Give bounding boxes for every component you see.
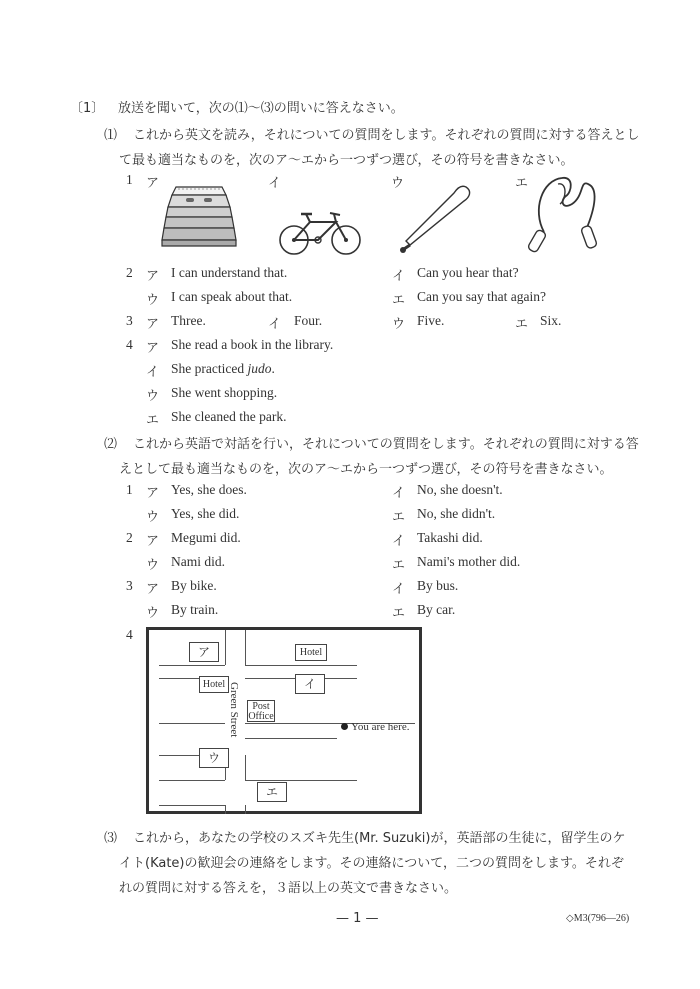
- part2-instruction-line1: これから英語で対話を行い，それについての質問をします。それぞれの質問に対する答: [133, 437, 639, 452]
- p2-q2-number: 2: [126, 530, 133, 545]
- p1-q3-choice-a: Three.: [171, 313, 206, 328]
- p2-q3-choice-i: By bus.: [417, 578, 459, 593]
- p1-q4-choice-i-post: .: [271, 361, 275, 376]
- page-number: — 1 —: [336, 911, 379, 926]
- p2-q2-choice-u: Nami did.: [171, 554, 225, 569]
- p2-q1-choice-a-label: ア: [146, 486, 160, 501]
- p1-q4-choice-i: [171, 361, 275, 377]
- p1-q4-choice-u: She went shopping.: [171, 385, 278, 400]
- p1-q2-number: 2: [126, 265, 133, 280]
- part3-instruction-line2: イト(Kate)の歓迎会の連絡をします。その連絡について，二つの質問をします。それぞ: [119, 856, 624, 871]
- p1-q1-number: 1: [126, 172, 133, 187]
- map-box-a: ア: [189, 642, 219, 662]
- map-post-office: [247, 700, 275, 722]
- p1-q4-number: 4: [126, 337, 133, 352]
- map-box-i: イ: [295, 674, 325, 694]
- p1-q3-choice-i-label: イ: [268, 317, 282, 332]
- map-box-e: エ: [257, 782, 287, 802]
- p2-q1-choice-u: Yes, she did.: [171, 506, 240, 521]
- p2-q1-number: 1: [126, 482, 133, 497]
- p2-q3-choice-u: By train.: [171, 602, 219, 617]
- p1-q4-choice-e-label: エ: [146, 413, 160, 428]
- p1-q4-choice-a: She read a book in the library.: [171, 337, 334, 352]
- part3-instruction-line1: これから，あなたの学校のスズキ先生(Mr. Suzuki)が，英語部の生徒に，留学生のケ: [133, 831, 626, 846]
- part2-number: ⑵: [104, 437, 118, 452]
- p1-q2-choice-e: Can you say that again?: [417, 289, 546, 304]
- road-line: [159, 723, 225, 724]
- road-line: [245, 755, 246, 780]
- p1-q1-label-e: エ: [515, 176, 529, 191]
- p2-q1-choice-e: No, she didn't.: [417, 506, 496, 521]
- p1-q4-choice-u-label: ウ: [146, 389, 160, 404]
- p1-q1-label-u: ウ: [391, 176, 405, 191]
- part1-number: ⑴: [104, 128, 118, 143]
- p2-q3-choice-e-label: エ: [392, 606, 406, 621]
- p1-q3-choice-u-label: ウ: [392, 317, 406, 332]
- p2-q1-choice-e-label: エ: [392, 510, 406, 525]
- baseball-bat-image: [398, 183, 474, 255]
- map-hotel-left: Hotel: [199, 676, 229, 693]
- bicycle-image: [276, 208, 364, 256]
- road-line: [245, 780, 357, 781]
- question-heading: 放送を聞いて，次の⑴～⑶の問いに答えなさい。: [118, 101, 404, 116]
- road-line: [225, 805, 226, 814]
- p1-q4-choice-i-label: イ: [146, 365, 160, 380]
- part3-number: ⑶: [104, 831, 118, 846]
- p2-q3-choice-a: By bike.: [171, 578, 217, 593]
- green-street-label: Green Street: [228, 682, 240, 738]
- map-hotel-top: Hotel: [295, 644, 327, 661]
- p2-q2-choice-a: Megumi did.: [171, 530, 241, 545]
- p1-q3-choice-e: Six.: [540, 313, 562, 328]
- p1-q2-choice-a: I can understand that.: [171, 265, 288, 280]
- p2-q3-choice-u-label: ウ: [146, 606, 160, 621]
- p2-q1-choice-i: No, she doesn't.: [417, 482, 503, 497]
- road-line: [159, 665, 225, 666]
- jump-rope-image: [522, 170, 606, 256]
- p2-q3-choice-e: By car.: [417, 602, 456, 617]
- road-line: [159, 805, 225, 806]
- part1-instruction-line2: て最も適当なものを，次のア～エから一つずつ選び，その符号を書きなさい。: [119, 153, 574, 168]
- p1-q3-choice-e-label: エ: [515, 317, 529, 332]
- p1-q4-choice-i-em: judo: [247, 361, 272, 376]
- question-number: 〔1〕: [70, 101, 105, 116]
- p1-q3-choice-a-label: ア: [146, 317, 160, 332]
- street-map: [146, 627, 422, 814]
- map-box-u: ウ: [199, 748, 229, 768]
- road-line: [159, 780, 225, 781]
- p1-q4-choice-a-label: ア: [146, 341, 160, 356]
- vaulting-box-image: [158, 183, 238, 253]
- p1-q4-choice-i-pre: She practiced: [171, 361, 248, 376]
- p1-q1-label-a: ア: [146, 176, 160, 191]
- p2-q1-choice-i-label: イ: [392, 486, 406, 501]
- road-line: [245, 665, 357, 666]
- p1-q3-number: 3: [126, 313, 133, 328]
- p1-q4-choice-e: She cleaned the park.: [171, 409, 287, 424]
- part1-instruction-line1: これから英文を読み，それについての質問をします。それぞれの質問に対する答えとし: [133, 128, 640, 143]
- p2-q1-choice-a: Yes, she does.: [171, 482, 247, 497]
- p2-q2-choice-e-label: エ: [392, 558, 406, 573]
- p1-q3-choice-i: Four.: [294, 313, 323, 328]
- p2-q2-choice-i: Takashi did.: [417, 530, 483, 545]
- map-post-line2: Office: [248, 711, 274, 722]
- p1-q2-choice-i: Can you hear that?: [417, 265, 519, 280]
- exam-code: ◇M3(796—26): [566, 913, 630, 924]
- road-line: [245, 738, 337, 739]
- p1-q2-choice-e-label: エ: [392, 293, 406, 308]
- p2-q4-number: 4: [126, 627, 133, 642]
- map-post-line1: Post: [252, 701, 270, 712]
- p2-q2-choice-a-label: ア: [146, 534, 160, 549]
- road-line: [225, 630, 226, 665]
- p1-q2-choice-u: I can speak about that.: [171, 289, 293, 304]
- p2-q3-number: 3: [126, 578, 133, 593]
- p2-q3-choice-a-label: ア: [146, 582, 160, 597]
- part2-instruction-line2: えとして最も適当なものを，次のア～エから一つずつ選び，その符号を書きなさい。: [119, 462, 613, 477]
- road-line: [245, 805, 246, 814]
- p1-q2-choice-i-label: イ: [392, 269, 406, 284]
- p1-q2-choice-a-label: ア: [146, 269, 160, 284]
- p1-q3-choice-u: Five.: [417, 313, 445, 328]
- you-are-here-label: You are here.: [351, 721, 410, 733]
- p1-q2-choice-u-label: ウ: [146, 293, 160, 308]
- part3-instruction-line3: れの質問に対する答えを，３語以上の英文で書きなさい。: [119, 881, 458, 896]
- p2-q1-choice-u-label: ウ: [146, 510, 160, 525]
- p2-q2-choice-e: Nami's mother did.: [417, 554, 521, 569]
- you-are-here-marker: [341, 723, 348, 730]
- p2-q2-choice-i-label: イ: [392, 534, 406, 549]
- p2-q2-choice-u-label: ウ: [146, 558, 160, 573]
- p2-q3-choice-i-label: イ: [392, 582, 406, 597]
- road-line: [245, 630, 246, 665]
- p1-q1-label-i: イ: [268, 176, 282, 191]
